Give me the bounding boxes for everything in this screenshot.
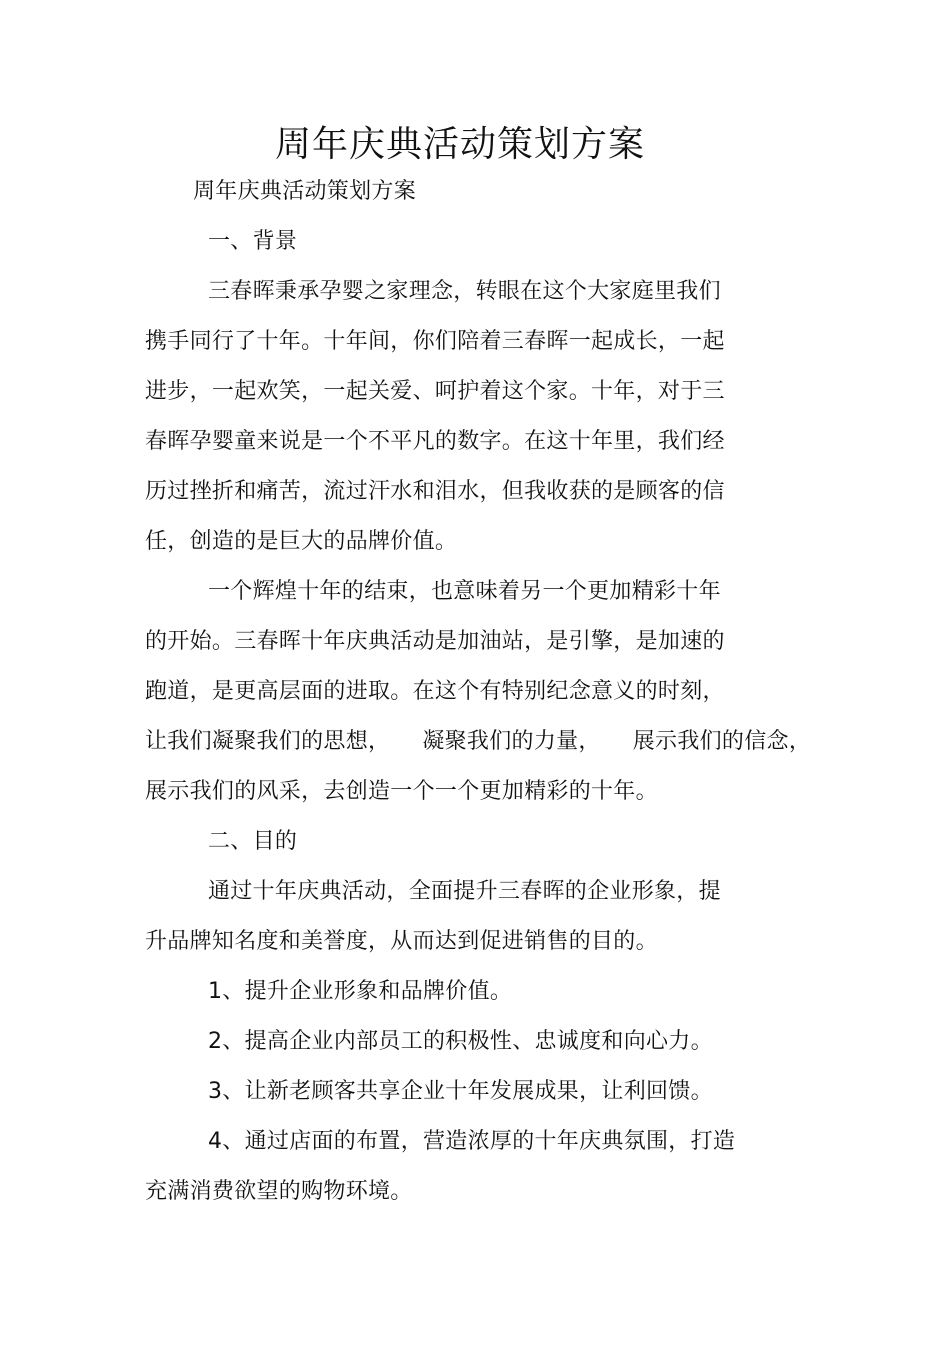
section-heading-background: 一、背景	[208, 229, 298, 254]
document-title: 周年庆典活动策划方案	[274, 124, 645, 165]
paragraph-line: 携手同行了十年。十年间，你们陪着三春晖一起成长，一起	[145, 329, 725, 354]
list-item: 2、提高企业内部员工的积极性、忠诚度和向心力。	[208, 1029, 713, 1054]
line-segment: 展示我们的信念，	[632, 729, 812, 754]
line-segment: 凝聚我们的力量，	[422, 729, 601, 754]
paragraph-line: 通过十年庆典活动，全面提升三春晖的企业形象，提	[208, 879, 721, 904]
paragraph-line: 展示我们的风采，去创造一个一个更加精彩的十年。	[145, 779, 658, 804]
line-segment: 让我们凝聚我们的思想，	[145, 729, 391, 754]
list-item-continuation: 充满消费欲望的购物环境。	[145, 1179, 413, 1204]
paragraph-line: 一个辉煌十年的结束，也意味着另一个更加精彩十年	[208, 579, 721, 604]
list-item: 3、让新老顾客共享企业十年发展成果，让利回馈。	[208, 1079, 713, 1104]
paragraph-line: 进步，一起欢笑，一起关爱、呵护着这个家。十年，对于三	[145, 379, 725, 404]
section-heading-purpose: 二、目的	[208, 829, 298, 854]
document-subtitle: 周年庆典活动策划方案	[193, 179, 417, 204]
paragraph-line: 任，创造的是巨大的品牌价值。	[145, 529, 458, 554]
paragraph-line	[145, 727, 811, 757]
paragraph-line: 的开始。三春晖十年庆典活动是加油站，是引擎，是加速的	[145, 629, 725, 654]
list-item: 4、通过店面的布置，营造浓厚的十年庆典氛围，打造	[208, 1129, 736, 1154]
paragraph-line: 三春晖秉承孕婴之家理念，转眼在这个大家庭里我们	[208, 279, 721, 304]
list-item: 1、提升企业形象和品牌价值。	[208, 979, 513, 1004]
paragraph-line: 升品牌知名度和美誉度，从而达到促进销售的目的。	[145, 929, 658, 954]
paragraph-line: 春晖孕婴童来说是一个不平凡的数字。在这十年里，我们经	[145, 429, 725, 454]
paragraph-line: 跑道，是更高层面的进取。在这个有特别纪念意义的时刻，	[145, 679, 725, 704]
paragraph-line: 历过挫折和痛苦，流过汗水和泪水，但我收获的是顾客的信	[145, 479, 725, 504]
